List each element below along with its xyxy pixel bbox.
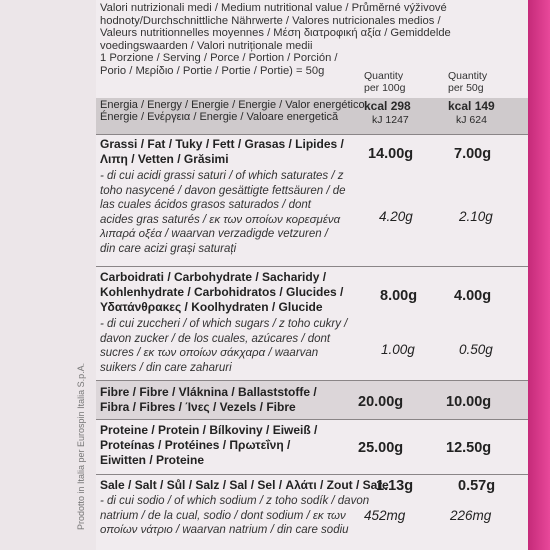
fibre-per100: 20.00g <box>358 394 404 410</box>
protein-per100: 25.00g <box>358 440 404 456</box>
fat-label-line: Grassi / Fat / Tuky / Fett / Grasas / Lipides / <box>100 137 344 151</box>
energy-kcal-per50: kcal 149 <box>448 99 495 113</box>
fat-per100: 14.00g <box>368 146 414 162</box>
energy-kj-per50: kJ 624 <box>456 114 487 126</box>
side-text: Prodotto in Italia per Eurospin Italia S.p.A. <box>76 362 86 530</box>
header-line: voedingswaarden / Valori nutriționale medii <box>100 39 313 52</box>
energy-kcal-per100: kcal 298 <box>364 99 411 113</box>
sugars-label-line: - di cui zuccheri / of which sugars / z toho cukry / <box>100 318 348 330</box>
sugars-label-line: suikers / din care zaharuri <box>100 361 232 374</box>
header-line: Valeurs nutritionnelles moyennes / Μέση διατροφική αξία / Gemiddelde <box>100 27 451 40</box>
carbs-label-line: Kohlenhydrate / Carbohidratos / Glucides / <box>100 285 344 299</box>
fat-per50: 7.00g <box>454 146 492 162</box>
saturates-label-line: las cuales ácidos grasos saturados / dont <box>100 199 311 212</box>
saturates-label-line: din care acizi grași saturați <box>100 242 237 255</box>
salt-per100: 1.13g <box>376 478 414 494</box>
col-header-line: Quantity <box>448 70 488 82</box>
sodium-label-line: natrium / de la cual, sodio / dont sodium / εκ των <box>100 509 346 522</box>
col-header-per100 <box>364 70 405 94</box>
fibre-label-line: Fibra / Fibres / Ίνες / Vezels / Fibre <box>100 400 296 414</box>
nutrition-label <box>96 0 528 550</box>
fibre-per50: 10.00g <box>446 394 492 410</box>
sodium-label-line: - di cui sodio / of which sodium / z toho sodík / davon <box>100 495 370 507</box>
header-line: 1 Porzione / Serving / Porce / Portion / Porción / <box>100 52 338 65</box>
divider <box>96 134 528 135</box>
fat-label-line: Λιπη / Vetten / Grăsimi <box>100 152 229 166</box>
saturates-label-line: λιπαρά οξέα / waarvan verzadigde vetzuren / <box>100 228 329 241</box>
divider <box>96 266 528 267</box>
divider <box>96 419 528 420</box>
protein-label-line: Eiwitten / Proteine <box>100 453 205 467</box>
sodium-label-line: οποίων νάτριο / waarvan natrium / din care sodiu <box>100 524 349 537</box>
divider <box>96 474 528 475</box>
sugars-per50: 0.50g <box>459 342 493 357</box>
fibre-label-line: Fibre / Fibre / Vláknina / Ballaststoffe / <box>100 385 317 399</box>
carbs-label-line: Υδατάνθρακες / Koolhydraten / Glucide <box>100 300 323 314</box>
protein-per50: 12.50g <box>446 440 492 456</box>
salt-label-line: Sale / Salt / Sůl / Salz / Sal / Sel / Αλάτι / Zout / Sare <box>100 478 389 492</box>
header-line: Porio / Μερίδιο / Portie / Portie / Portie) = 50g <box>100 64 325 77</box>
salt-per50: 0.57g <box>458 478 496 494</box>
pink-packaging-edge <box>528 0 550 550</box>
saturates-per50: 2.10g <box>459 209 493 224</box>
saturates-label-line: - di cui acidi grassi saturi / of which saturates / z <box>100 170 344 182</box>
carbs-label-line: Carboidrati / Carbohydrate / Sacharidy / <box>100 270 327 284</box>
side-rotated-text <box>74 90 96 550</box>
col-header-line: per 100g <box>364 82 406 94</box>
nutrition-header <box>100 2 520 78</box>
header-line: hodnoty/Durchschnittliche Nährwerte / Valores nutricionales medios / <box>100 14 441 27</box>
sugars-label-line: davon zucker / de los cuales, azúcares / dont <box>100 332 331 345</box>
energy-kj-per100: kJ 1247 <box>372 114 409 126</box>
col-header-line: Quantity <box>364 70 404 82</box>
col-header-line: per 50g <box>448 82 484 94</box>
energy-per100 <box>364 100 411 127</box>
energy-label-line: Énergie / Ενέργεια / Energie / Valoare energetică <box>100 111 339 123</box>
saturates-label-line: toho nasycené / davon gesättigte fettsäuren / de <box>100 184 346 197</box>
sugars-label-line: sucres / εκ των οποίων σάκχαρα / waarvan <box>100 347 319 360</box>
sugars-per100: 1.00g <box>381 342 415 357</box>
protein-label-line: Proteínas / Protéines / Πρωτεΐνη / <box>100 438 291 452</box>
header-line: Valori nutrizionali medi / Medium nutritional value / Průměrné výživové <box>100 2 447 14</box>
energy-per50 <box>448 100 495 127</box>
saturates-label-line: acides gras saturés / εκ των οποίων κορεσμένα <box>100 213 341 226</box>
energy-label-line: Energia / Energy / Energie / Energie / Valor energético <box>100 99 365 111</box>
protein-label-line: Proteine / Protein / Bílkoviny / Eiweiß / <box>100 423 318 437</box>
carbs-per50: 4.00g <box>454 288 492 304</box>
carbs-per100: 8.00g <box>380 288 418 304</box>
col-header-per50 <box>448 70 487 94</box>
sodium-per50: 226mg <box>450 508 492 523</box>
sodium-per100: 452mg <box>364 508 406 523</box>
saturates-per100: 4.20g <box>379 209 413 224</box>
energy-row <box>96 98 528 134</box>
